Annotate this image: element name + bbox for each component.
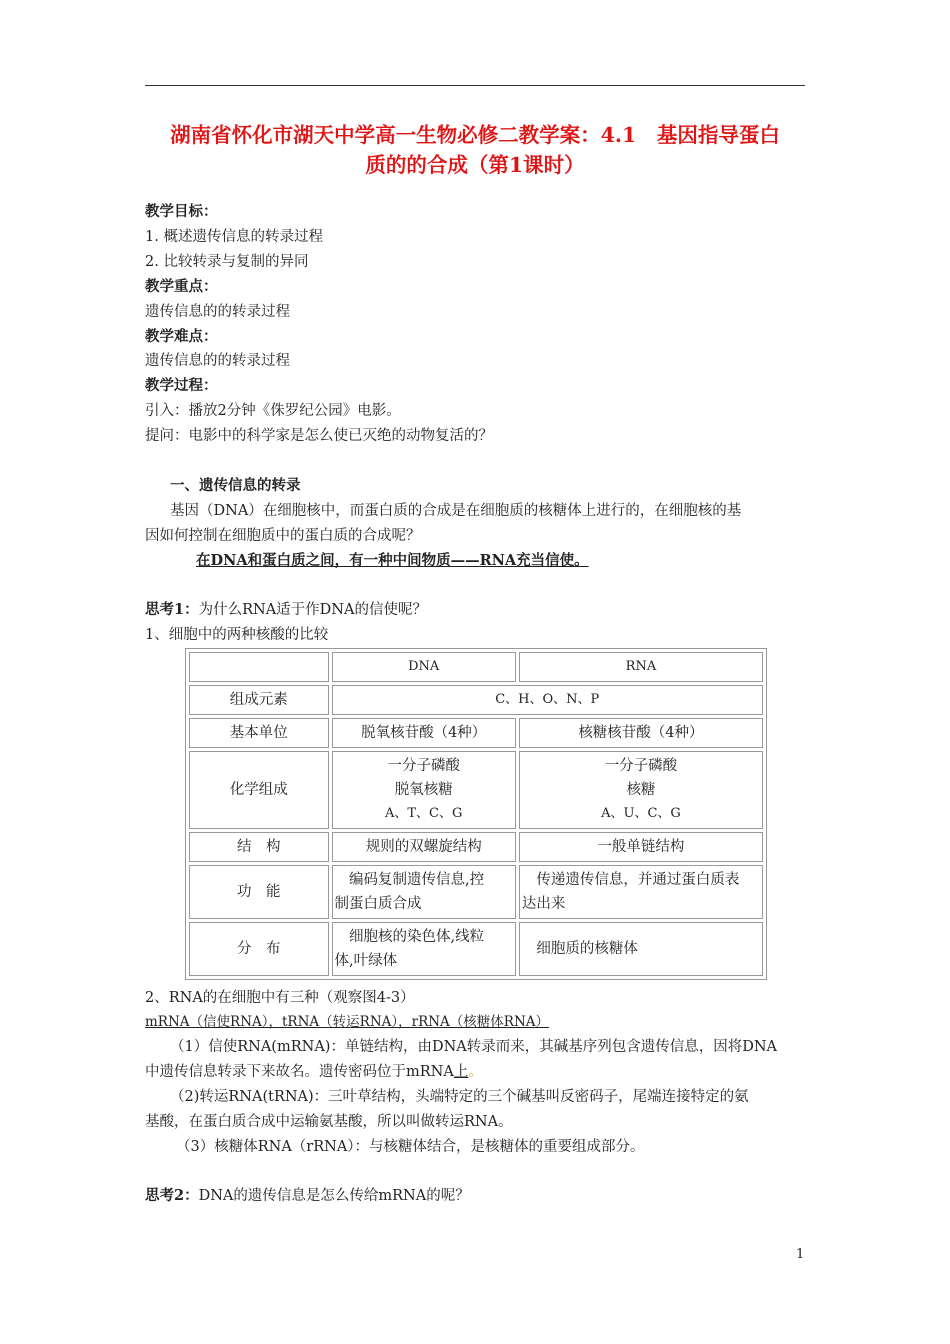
mrna-line1: （1）信使RNA(mRNA)：单链结构，由DNA转录而来，其碱基序列包含遗传信息，因将DNA — [170, 1039, 778, 1055]
difficulty-heading: 教学难点： — [145, 328, 218, 345]
process-heading: 教学过程： — [145, 377, 218, 394]
function-rna-1: 传递遗传信息，并通过蛋白质表 — [521, 872, 740, 888]
function-dna-2: 制蛋白质合成 — [334, 896, 422, 912]
table-header-rna: RNA — [519, 652, 763, 682]
chem-dna-3: A、T、C、G — [385, 806, 463, 821]
distribution-rna: 细胞质的核糖体 — [519, 922, 763, 976]
title-line-2: 质的的合成（第1课时） — [365, 153, 585, 177]
question-text: 提问：电影中的科学家是怎么使已灭绝的动物复活的？ — [145, 428, 493, 444]
key-point-text: 遗传信息的的转录过程 — [145, 304, 290, 320]
chem-dna — [332, 751, 516, 829]
table-row-chem — [189, 751, 763, 829]
function-rna — [519, 865, 763, 919]
distribution-dna — [332, 922, 516, 976]
compare-title: 1、细胞中的两种核酸的比较 — [145, 627, 329, 643]
objective-item-1: 1. 概述遗传信息的转录过程 — [145, 229, 323, 245]
header-rule — [145, 85, 805, 86]
function-rna-2: 达出来 — [521, 896, 566, 912]
think2 — [145, 1186, 470, 1206]
unit-dna: 脱氧核苷酸（4种） — [332, 718, 516, 748]
mrna-line2-end: 。 — [468, 1064, 483, 1080]
rna-types-list: mRNA（信使RNA），tRNA（转运RNA），rRNA（核糖体RNA） — [145, 1014, 550, 1030]
chem-rna — [519, 751, 763, 829]
difficulty-text: 遗传信息的的转录过程 — [145, 353, 290, 369]
section1-heading: 一、遗传信息的转录 — [170, 477, 301, 494]
row-label: 结 构 — [189, 832, 329, 862]
page-title — [135, 120, 815, 180]
chem-rna-1: 一分子磷酸 — [604, 758, 678, 774]
structure-dna: 规则的双螺旋结构 — [332, 832, 516, 862]
key-point-heading: 教学重点： — [145, 278, 218, 295]
chem-rna-3: A、U、C、G — [601, 806, 681, 821]
nucleic-acid-comparison-table — [185, 648, 767, 980]
row-label: 功 能 — [189, 865, 329, 919]
table-row-function — [189, 865, 763, 919]
row-label: 化学组成 — [189, 751, 329, 829]
chem-dna-2: 脱氧核糖 — [394, 782, 453, 798]
section1-emphasis: 在DNA和蛋白质之间，有一种中间物质——RNA充当信使。 — [196, 552, 589, 569]
think2-text: DNA的遗传信息是怎么传给mRNA的呢？ — [198, 1188, 470, 1204]
objective-item-2: 2. 比较转录与复制的异同 — [145, 254, 309, 270]
rrna-line: （3）核糖体RNA（rRNA）：与核糖体结合，是核糖体的重要组成部分。 — [176, 1139, 645, 1155]
table-header-empty — [189, 652, 329, 682]
rna-types-title: 2、RNA的在细胞中有三种（观察图4-3） — [145, 990, 415, 1006]
table-row-elements — [189, 685, 763, 715]
table-row-structure — [189, 832, 763, 862]
table-row-distribution — [189, 922, 763, 976]
section1-para-line2: 因如何控制在细胞质中的蛋白质的合成呢？ — [145, 528, 421, 544]
chem-rna-2: 核糖 — [626, 782, 656, 798]
trna-line1: （2)转运RNA(tRNA)：三叶草结构，头端特定的三个碱基叫反密码子，尾端连接特定的氨 — [170, 1089, 749, 1105]
row-label: 分 布 — [189, 922, 329, 976]
row-label: 组成元素 — [189, 685, 329, 715]
elements-value: C、H、O、N、P — [332, 685, 763, 715]
structure-rna: 一般单链结构 — [519, 832, 763, 862]
mrna-line2-text: 中遗传信息转录下来故名。遗传密码位于mRNA — [145, 1064, 454, 1080]
function-dna — [332, 865, 516, 919]
think1 — [145, 600, 427, 620]
intro-text: 引入：播放2分钟《侏罗纪公园》电影。 — [145, 403, 401, 419]
think1-text: 为什么RNA适于作DNA的信使呢？ — [198, 602, 427, 618]
row-label: 基本单位 — [189, 718, 329, 748]
think1-label: 思考1： — [145, 601, 199, 618]
title-line-1: 湖南省怀化市湖天中学高一生物必修二教学案：4.1 基因指导蛋白 — [170, 123, 780, 147]
mrna-line2 — [145, 1062, 483, 1082]
chem-dna-1: 一分子磷酸 — [387, 758, 460, 774]
table-header-row — [189, 652, 763, 682]
objectives-heading: 教学目标： — [145, 203, 218, 220]
table-header-dna: DNA — [332, 652, 516, 682]
page-number: 1 — [796, 1247, 805, 1262]
mrna-line2-underlined: 上 — [453, 1064, 469, 1080]
function-dna-1: 编码复制遗传信息,控 — [334, 872, 485, 888]
trna-line2: 基酸，在蛋白质合成中运输氨基酸，所以叫做转运RNA。 — [145, 1114, 513, 1130]
distribution-dna-1: 细胞核的染色体,线粒 — [334, 929, 485, 945]
distribution-dna-2: 体,叶绿体 — [334, 953, 398, 969]
section1-para-line1: 基因（DNA）在细胞核中，而蛋白质的合成是在细胞质的核糖体上进行的，在细胞核的基 — [170, 503, 742, 519]
unit-rna: 核糖核苷酸（4种） — [519, 718, 763, 748]
think2-label: 思考2： — [145, 1187, 199, 1204]
table-row-unit — [189, 718, 763, 748]
